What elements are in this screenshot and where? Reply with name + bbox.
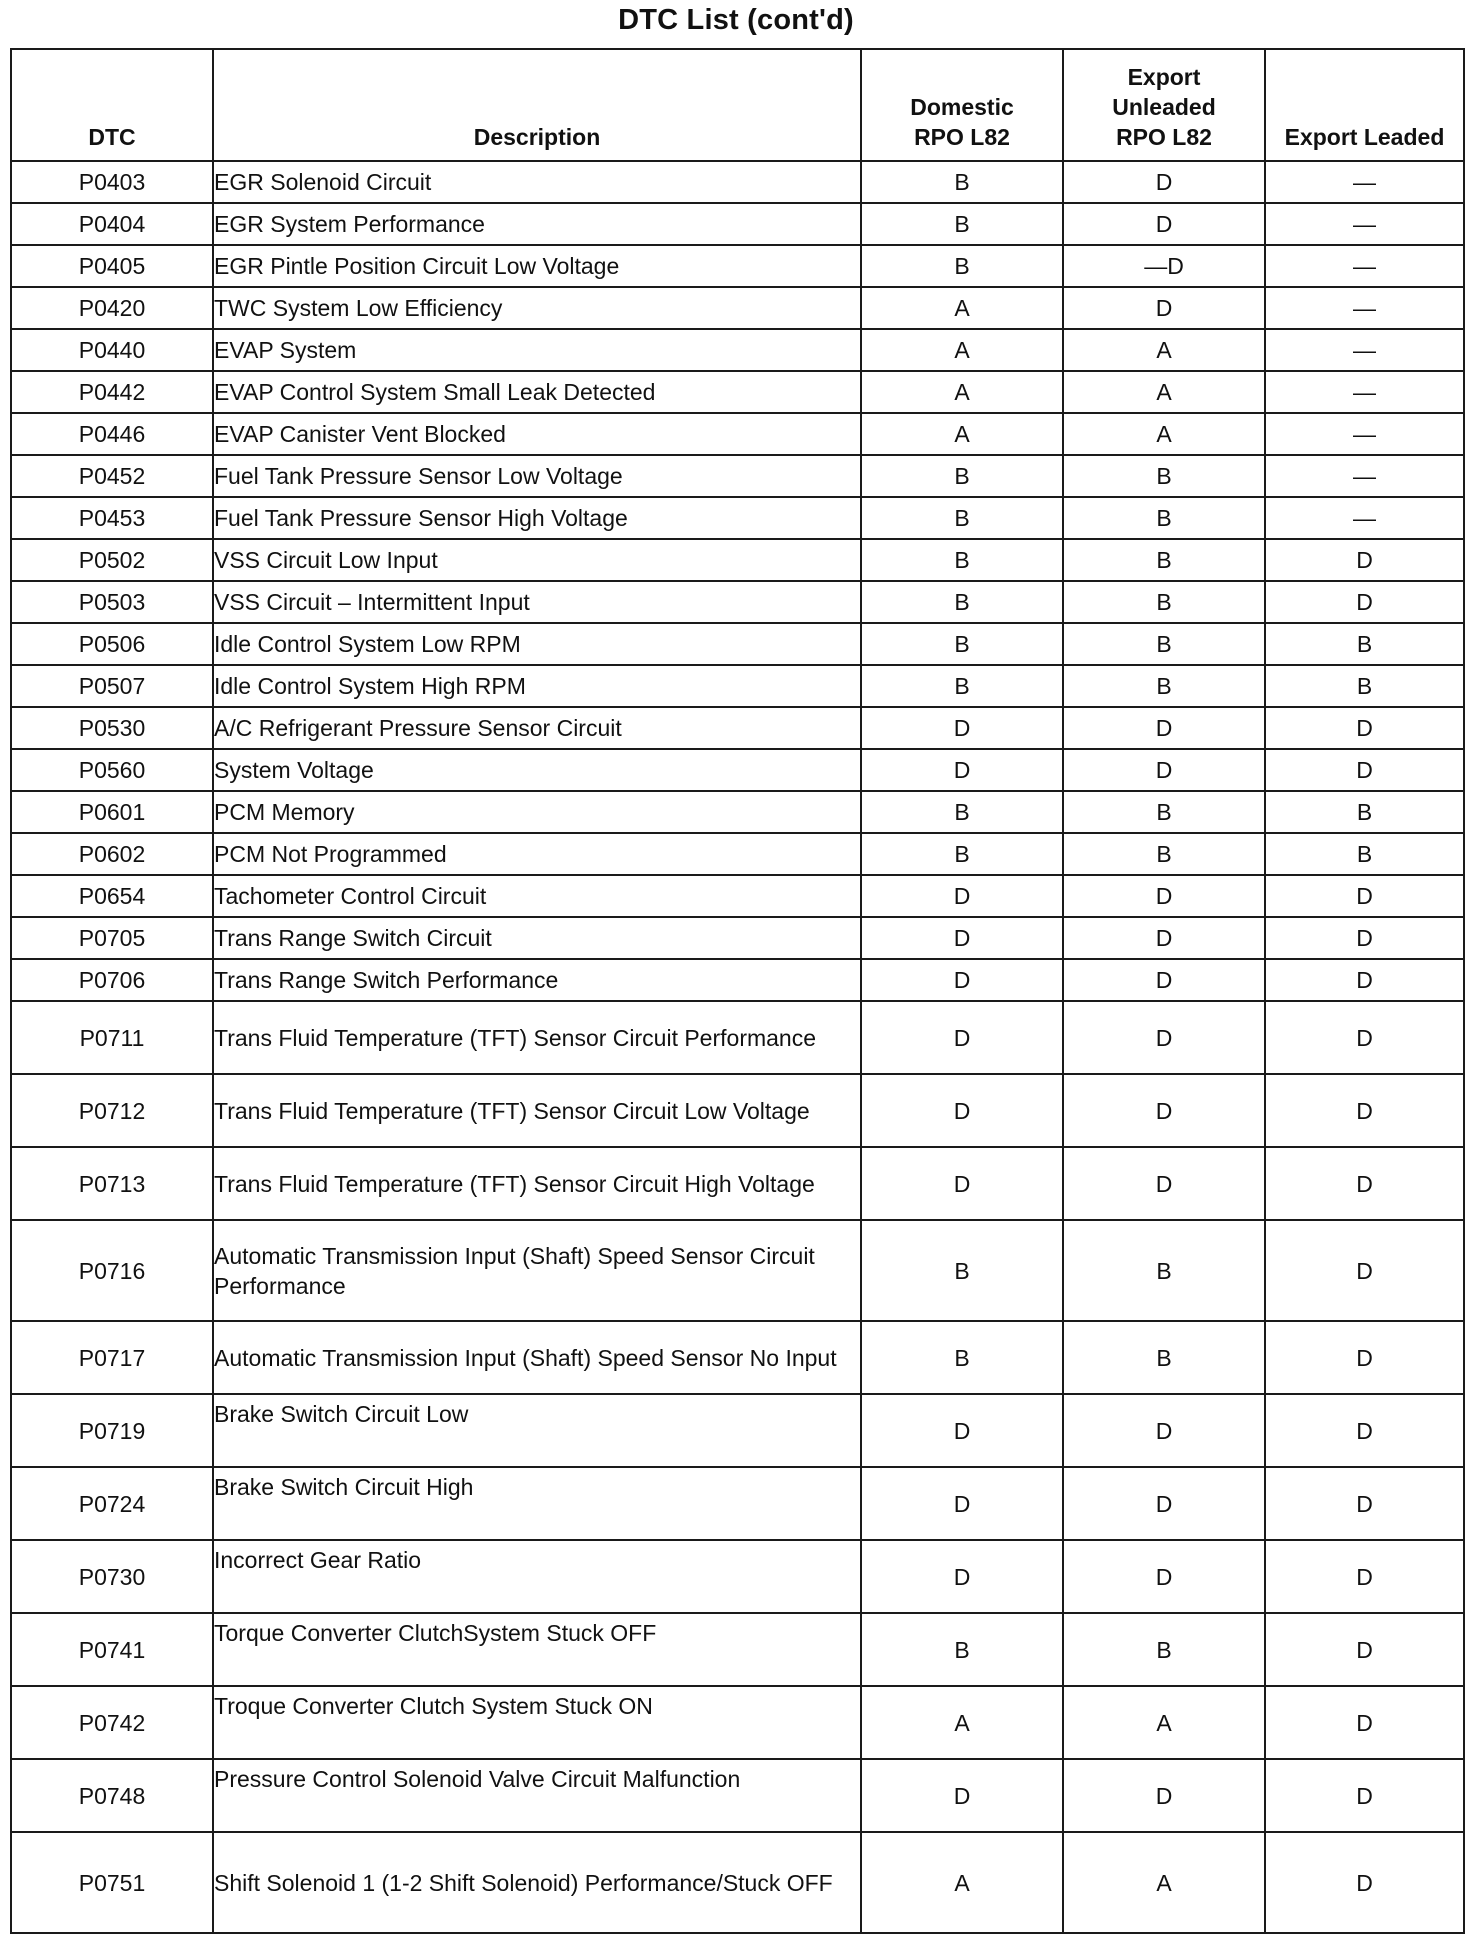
table-row: [11, 791, 1464, 833]
dtc-cell: P0507: [11, 665, 213, 707]
table-row: [11, 1613, 1464, 1686]
domestic-cell: B: [861, 623, 1063, 665]
description-cell: Idle Control System High RPM: [213, 665, 861, 707]
dtc-cell: P0560: [11, 749, 213, 791]
domestic-cell: B: [861, 581, 1063, 623]
export-unleaded-cell: D: [1063, 1147, 1265, 1220]
description-cell: Trans Fluid Temperature (TFT) Sensor Circuit High Voltage: [213, 1147, 861, 1220]
export-unleaded-cell: B: [1063, 455, 1265, 497]
domestic-cell: D: [861, 875, 1063, 917]
export-leaded-cell: D: [1265, 1540, 1464, 1613]
header-export-unleaded: [1063, 49, 1265, 161]
domestic-cell: D: [861, 1394, 1063, 1467]
dtc-cell: P0602: [11, 833, 213, 875]
table-row: [11, 917, 1464, 959]
table-body: [11, 161, 1464, 1933]
dtc-cell: P0405: [11, 245, 213, 287]
dtc-cell: P0453: [11, 497, 213, 539]
domestic-cell: D: [861, 959, 1063, 1001]
export-unleaded-cell: A: [1063, 1832, 1265, 1933]
export-leaded-cell: D: [1265, 1321, 1464, 1394]
export-unleaded-cell: A: [1063, 371, 1265, 413]
domestic-cell: B: [861, 791, 1063, 833]
description-cell: TWC System Low Efficiency: [213, 287, 861, 329]
table-row: [11, 1832, 1464, 1933]
export-leaded-cell: D: [1265, 1686, 1464, 1759]
export-unleaded-cell: B: [1063, 497, 1265, 539]
header-domestic: [861, 49, 1063, 161]
header-description: Description: [213, 49, 861, 161]
description-cell: Shift Solenoid 1 (1-2 Shift Solenoid) Performance/Stuck OFF: [213, 1832, 861, 1933]
description-cell: Torque Converter ClutchSystem Stuck OFF: [213, 1613, 861, 1686]
domestic-cell: D: [861, 1540, 1063, 1613]
domestic-cell: B: [861, 833, 1063, 875]
domestic-cell: B: [861, 1613, 1063, 1686]
export-leaded-cell: B: [1265, 791, 1464, 833]
domestic-cell: A: [861, 1832, 1063, 1933]
export-unleaded-cell: D: [1063, 875, 1265, 917]
table-row: [11, 413, 1464, 455]
export-unleaded-cell: D: [1063, 161, 1265, 203]
export-leaded-cell: D: [1265, 1832, 1464, 1933]
description-cell: EVAP Canister Vent Blocked: [213, 413, 861, 455]
header-export-unleaded-line: Export: [1127, 64, 1201, 90]
header-domestic-line: RPO L82: [914, 124, 1010, 150]
description-cell: Troque Converter Clutch System Stuck ON: [213, 1686, 861, 1759]
export-unleaded-cell: D: [1063, 1001, 1265, 1074]
dtc-cell: P0716: [11, 1220, 213, 1321]
description-cell: Fuel Tank Pressure Sensor High Voltage: [213, 497, 861, 539]
header-dtc: DTC: [11, 49, 213, 161]
export-leaded-cell: D: [1265, 1394, 1464, 1467]
table-row: [11, 329, 1464, 371]
table-row: [11, 707, 1464, 749]
export-leaded-cell: —: [1265, 371, 1464, 413]
domestic-cell: A: [861, 329, 1063, 371]
domestic-cell: D: [861, 917, 1063, 959]
export-leaded-cell: D: [1265, 1147, 1464, 1220]
table-row: [11, 1074, 1464, 1147]
export-unleaded-cell: B: [1063, 665, 1265, 707]
domestic-cell: D: [861, 1147, 1063, 1220]
table-row: [11, 749, 1464, 791]
dtc-cell: P0420: [11, 287, 213, 329]
export-leaded-cell: D: [1265, 1759, 1464, 1832]
dtc-cell: P0601: [11, 791, 213, 833]
export-unleaded-cell: B: [1063, 791, 1265, 833]
domestic-cell: B: [861, 1321, 1063, 1394]
export-unleaded-cell: D: [1063, 1074, 1265, 1147]
export-leaded-cell: —: [1265, 413, 1464, 455]
table-row: [11, 959, 1464, 1001]
export-unleaded-cell: D: [1063, 917, 1265, 959]
export-leaded-cell: D: [1265, 959, 1464, 1001]
export-unleaded-cell: D: [1063, 1759, 1265, 1832]
table-row: [11, 1321, 1464, 1394]
export-unleaded-cell: A: [1063, 413, 1265, 455]
domestic-cell: B: [861, 455, 1063, 497]
export-leaded-cell: D: [1265, 539, 1464, 581]
table-row: [11, 245, 1464, 287]
table-row: [11, 287, 1464, 329]
export-unleaded-cell: B: [1063, 1220, 1265, 1321]
table-row: [11, 581, 1464, 623]
description-cell: Automatic Transmission Input (Shaft) Speed Sensor No Input: [213, 1321, 861, 1394]
dtc-cell: P0502: [11, 539, 213, 581]
export-leaded-cell: D: [1265, 1001, 1464, 1074]
export-leaded-cell: D: [1265, 581, 1464, 623]
table-row: [11, 1001, 1464, 1074]
domestic-cell: D: [861, 1759, 1063, 1832]
description-cell: EGR Pintle Position Circuit Low Voltage: [213, 245, 861, 287]
dtc-cell: P0442: [11, 371, 213, 413]
description-cell: Fuel Tank Pressure Sensor Low Voltage: [213, 455, 861, 497]
export-unleaded-cell: B: [1063, 1613, 1265, 1686]
description-cell: System Voltage: [213, 749, 861, 791]
header-domestic-line: Domestic: [910, 94, 1014, 120]
table-row: [11, 371, 1464, 413]
domestic-cell: B: [861, 497, 1063, 539]
dtc-cell: P0751: [11, 1832, 213, 1933]
domestic-cell: D: [861, 707, 1063, 749]
table-row: [11, 1147, 1464, 1220]
export-unleaded-cell: B: [1063, 1321, 1265, 1394]
table-row: [11, 539, 1464, 581]
export-leaded-cell: D: [1265, 749, 1464, 791]
table-row: [11, 1394, 1464, 1467]
export-leaded-cell: D: [1265, 1467, 1464, 1540]
table-row: [11, 665, 1464, 707]
export-leaded-cell: D: [1265, 875, 1464, 917]
dtc-cell: P0719: [11, 1394, 213, 1467]
description-cell: Tachometer Control Circuit: [213, 875, 861, 917]
description-cell: Trans Range Switch Circuit: [213, 917, 861, 959]
export-unleaded-cell: D: [1063, 287, 1265, 329]
dtc-cell: P0404: [11, 203, 213, 245]
domestic-cell: D: [861, 1001, 1063, 1074]
description-cell: Trans Fluid Temperature (TFT) Sensor Circuit Low Voltage: [213, 1074, 861, 1147]
dtc-cell: P0713: [11, 1147, 213, 1220]
export-unleaded-cell: D: [1063, 1540, 1265, 1613]
export-unleaded-cell: A: [1063, 1686, 1265, 1759]
description-cell: EGR Solenoid Circuit: [213, 161, 861, 203]
domestic-cell: B: [861, 1220, 1063, 1321]
dtc-cell: P0403: [11, 161, 213, 203]
description-cell: Brake Switch Circuit High: [213, 1467, 861, 1540]
domestic-cell: D: [861, 1467, 1063, 1540]
description-cell: Idle Control System Low RPM: [213, 623, 861, 665]
description-cell: Trans Range Switch Performance: [213, 959, 861, 1001]
description-cell: Automatic Transmission Input (Shaft) Speed Sensor Circuit Performance: [213, 1220, 861, 1321]
description-cell: Trans Fluid Temperature (TFT) Sensor Circuit Performance: [213, 1001, 861, 1074]
export-leaded-cell: D: [1265, 707, 1464, 749]
export-leaded-cell: —: [1265, 203, 1464, 245]
export-leaded-cell: D: [1265, 917, 1464, 959]
dtc-cell: P0446: [11, 413, 213, 455]
description-cell: VSS Circuit – Intermittent Input: [213, 581, 861, 623]
export-leaded-cell: —: [1265, 287, 1464, 329]
domestic-cell: D: [861, 1074, 1063, 1147]
dtc-table: [10, 48, 1465, 1934]
domestic-cell: D: [861, 749, 1063, 791]
export-unleaded-cell: B: [1063, 581, 1265, 623]
export-unleaded-cell: B: [1063, 539, 1265, 581]
description-cell: EVAP System: [213, 329, 861, 371]
dtc-cell: P0452: [11, 455, 213, 497]
domestic-cell: A: [861, 1686, 1063, 1759]
dtc-cell: P0506: [11, 623, 213, 665]
domestic-cell: B: [861, 161, 1063, 203]
dtc-cell: P0712: [11, 1074, 213, 1147]
domestic-cell: B: [861, 203, 1063, 245]
export-unleaded-cell: B: [1063, 833, 1265, 875]
export-unleaded-cell: D: [1063, 1467, 1265, 1540]
dtc-cell: P0724: [11, 1467, 213, 1540]
export-unleaded-cell: D: [1063, 959, 1265, 1001]
export-unleaded-cell: D: [1063, 1394, 1265, 1467]
table-row: [11, 833, 1464, 875]
export-leaded-cell: D: [1265, 1220, 1464, 1321]
header-export-unleaded-line: Unleaded: [1112, 94, 1216, 120]
table-row: [11, 203, 1464, 245]
page-title: DTC List (cont'd): [618, 4, 854, 36]
export-unleaded-cell: B: [1063, 623, 1265, 665]
dtc-cell: P0654: [11, 875, 213, 917]
table-row: [11, 1686, 1464, 1759]
dtc-cell: P0705: [11, 917, 213, 959]
export-leaded-cell: B: [1265, 623, 1464, 665]
export-leaded-cell: —: [1265, 497, 1464, 539]
table-header-row: [11, 49, 1464, 161]
table-row: [11, 497, 1464, 539]
dtc-cell: P0530: [11, 707, 213, 749]
dtc-cell: P0748: [11, 1759, 213, 1832]
table-row: [11, 1220, 1464, 1321]
export-leaded-cell: D: [1265, 1613, 1464, 1686]
export-leaded-cell: B: [1265, 665, 1464, 707]
header-export-unleaded-line: RPO L82: [1116, 124, 1212, 150]
description-cell: VSS Circuit Low Input: [213, 539, 861, 581]
table-row: [11, 875, 1464, 917]
export-leaded-cell: —: [1265, 245, 1464, 287]
export-unleaded-cell: D: [1063, 749, 1265, 791]
domestic-cell: A: [861, 287, 1063, 329]
description-cell: Pressure Control Solenoid Valve Circuit Malfunction: [213, 1759, 861, 1832]
domestic-cell: B: [861, 245, 1063, 287]
header-export-leaded: Export Leaded: [1265, 49, 1464, 161]
dtc-cell: P0440: [11, 329, 213, 371]
export-leaded-cell: B: [1265, 833, 1464, 875]
domestic-cell: B: [861, 539, 1063, 581]
description-cell: EVAP Control System Small Leak Detected: [213, 371, 861, 413]
dtc-cell: P0730: [11, 1540, 213, 1613]
dtc-cell: P0717: [11, 1321, 213, 1394]
description-cell: EGR System Performance: [213, 203, 861, 245]
table-row: [11, 623, 1464, 665]
export-unleaded-cell: —D: [1063, 245, 1265, 287]
description-cell: PCM Not Programmed: [213, 833, 861, 875]
description-cell: PCM Memory: [213, 791, 861, 833]
export-leaded-cell: —: [1265, 455, 1464, 497]
table-row: [11, 1467, 1464, 1540]
description-cell: Brake Switch Circuit Low: [213, 1394, 861, 1467]
export-unleaded-cell: D: [1063, 707, 1265, 749]
dtc-cell: P0741: [11, 1613, 213, 1686]
dtc-cell: P0706: [11, 959, 213, 1001]
table-row: [11, 161, 1464, 203]
description-cell: Incorrect Gear Ratio: [213, 1540, 861, 1613]
export-leaded-cell: —: [1265, 161, 1464, 203]
domestic-cell: B: [861, 665, 1063, 707]
export-unleaded-cell: A: [1063, 329, 1265, 371]
dtc-cell: P0503: [11, 581, 213, 623]
export-leaded-cell: —: [1265, 329, 1464, 371]
dtc-cell: P0742: [11, 1686, 213, 1759]
description-cell: A/C Refrigerant Pressure Sensor Circuit: [213, 707, 861, 749]
export-unleaded-cell: D: [1063, 203, 1265, 245]
table-row: [11, 1759, 1464, 1832]
export-leaded-cell: D: [1265, 1074, 1464, 1147]
dtc-cell: P0711: [11, 1001, 213, 1074]
table-row: [11, 1540, 1464, 1613]
domestic-cell: A: [861, 371, 1063, 413]
table-row: [11, 455, 1464, 497]
domestic-cell: A: [861, 413, 1063, 455]
